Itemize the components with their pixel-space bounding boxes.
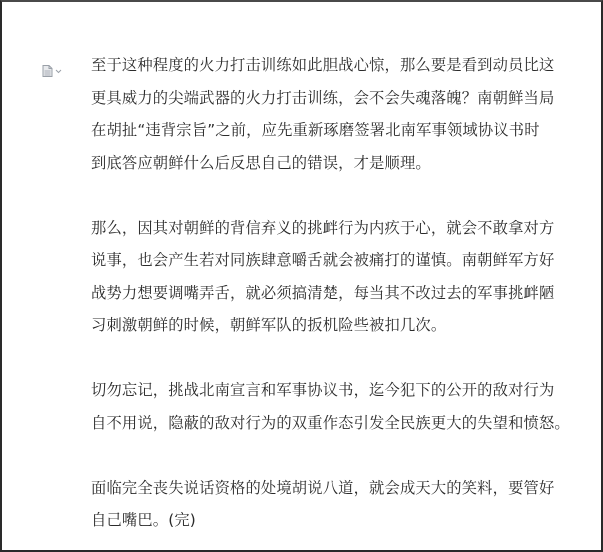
paragraph-3 [91, 374, 570, 439]
text-line: 自不用说，隐蔽的敌对行为的双重作态引发全民族更大的失望和愤怒。 [91, 413, 570, 432]
paragraph-4 [91, 472, 555, 537]
text-line: 更具威力的尖端武器的火力打击训练，会不会失魂落魄？南朝鲜当局 [91, 88, 555, 107]
paragraph-1 [91, 49, 555, 179]
text-line: 说事，也会产生若对同族肆意嚼舌就会被痛打的谨慎。南朝鲜军方好 [91, 251, 555, 269]
document-body [91, 49, 570, 537]
text-line: 战势力想要调嘴弄舌，就必须搞清楚，每当其不改过去的军事挑衅陋 [91, 283, 555, 302]
text-line: 在胡扯“违背宗旨”之前，应先重新琢磨签署北南军事领域协议书时 [91, 121, 540, 139]
text-line: 那么，因其对朝鲜的背信弃义的挑衅行为内疚于心，就会不敢拿对方 [91, 218, 555, 237]
text-line: 面临完全丧失说话资格的处境胡说八道，就会成天大的笑料，要管好 [91, 478, 555, 497]
paragraph-2 [91, 212, 555, 342]
text-line: 到底答应朝鲜什么后反思自己的错误，才是顺理。 [91, 153, 431, 172]
text-line: 自己嘴巴。(完) [91, 511, 196, 529]
text-line: 习刺激朝鲜的时候，朝鲜军队的扳机险些被扣几次。 [91, 316, 447, 334]
text-line: 切勿忘记，挑战北南宣言和军事协议书，迄今犯下的公开的敌对行为 [91, 381, 555, 399]
document-icon[interactable] [42, 62, 64, 74]
text-line: 至于这种程度的火力打击训练如此胆战心惊，那么要是看到动员比这 [91, 56, 555, 74]
